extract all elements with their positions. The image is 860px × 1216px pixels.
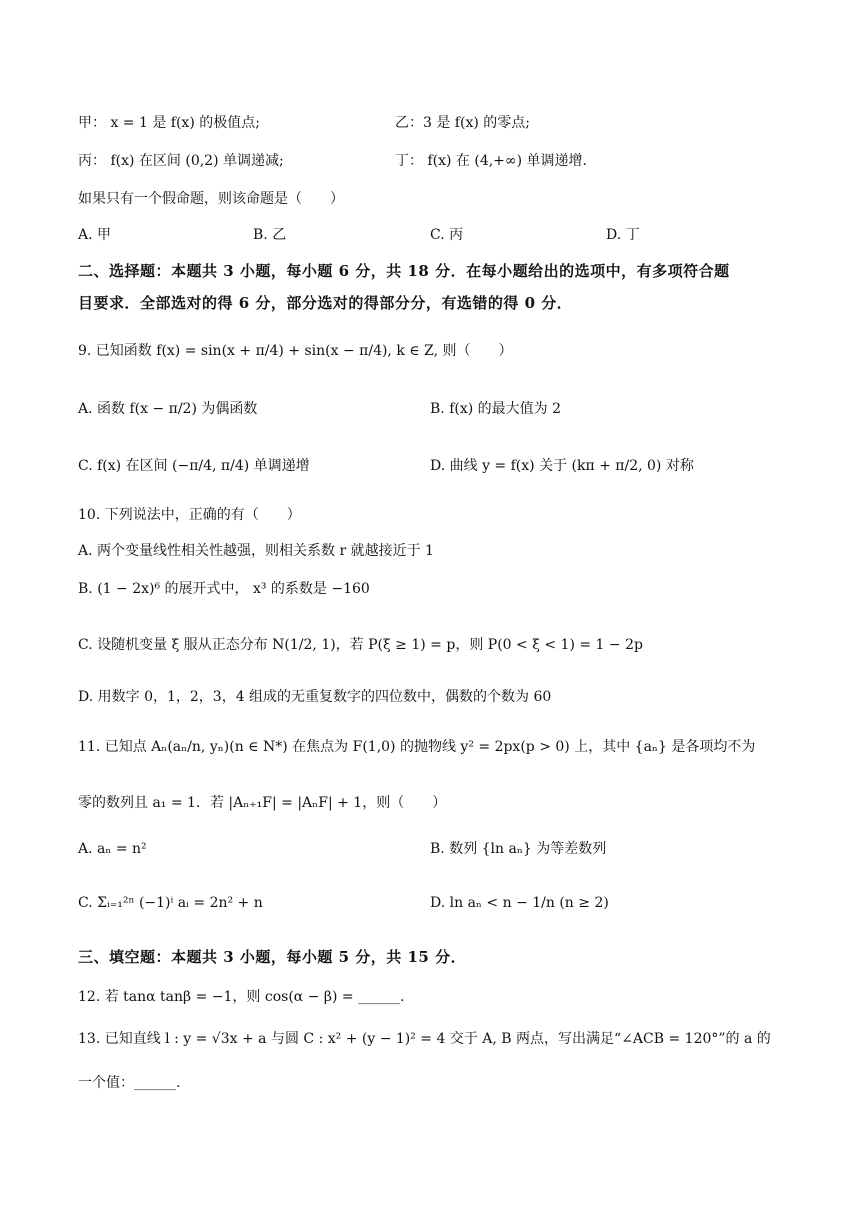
q11-stem-line1: 11. 已知点 Aₙ(aₙ/n, yₙ)(n ∈ N*) 在焦点为 F(1,0) 的抛物线 y² = 2px(p > 0) 上，其中 {aₙ} 是各项均不为 <box>78 739 756 755</box>
q12: 12. 若 tanα tanβ = −1，则 cos(α − β) = ______. <box>78 989 405 1005</box>
statement-bing: 丙： f(x) 在区间 (0,2) 单调递减; <box>78 153 284 169</box>
q10-option-a: A. 两个变量线性相关性越强，则相关系数 r 就越接近于 1 <box>78 543 434 559</box>
section-3-heading: 三、填空题：本题共 3 小题，每小题 5 分，共 15 分． <box>78 948 467 966</box>
q9-option-d: D. 曲线 y = f(x) 关于 (kπ + π/2, 0) 对称 <box>430 458 694 474</box>
statement-ding: 丁： f(x) 在 (4,+∞) 单调递增. <box>395 153 587 169</box>
q10-stem: 10. 下列说法中，正确的有（ ） <box>78 507 301 523</box>
q8-option-b: B. 乙 <box>253 227 287 243</box>
statement-yi: 乙：3 是 f(x) 的零点; <box>395 115 530 131</box>
q8-option-c: C. 丙 <box>430 227 464 243</box>
q11-option-a: A. aₙ = n² <box>78 841 147 857</box>
section-2-heading-line1: 二、选择题：本题共 3 小题，每小题 6 分，共 18 分．在每小题给出的选项中，有多项符合题 <box>78 262 730 280</box>
q11-option-b: B. 数列 {ln aₙ} 为等差数列 <box>430 841 607 857</box>
q10-option-d: D. 用数字 0，1，2，3，4 组成的无重复数字的四位数中，偶数的个数为 60 <box>78 689 552 705</box>
q9-stem-prefix: 9. 已知函数 <box>78 343 152 359</box>
q10-option-b: B. (1 − 2x)⁶ 的展开式中， x³ 的系数是 −160 <box>78 581 370 597</box>
q9-stem-expr: f(x) = sin(x + π/4) + sin(x − π/4), k ∈ Z, 则（ ） <box>156 343 513 359</box>
q9-option-b: B. f(x) 的最大值为 2 <box>430 401 561 417</box>
q13-line1: 13. 已知直线 l : y = √3x + a 与圆 C : x² + (y − 1)² = 4 交于 A, B 两点，写出满足“∠ACB = 120°”的 a 的 <box>78 1031 771 1047</box>
q11-option-d: D. ln aₙ < n − 1/n (n ≥ 2) <box>430 895 609 911</box>
q9-option-a: A. 函数 f(x − π/2) 为偶函数 <box>78 401 258 417</box>
q9-stem <box>78 340 512 362</box>
q8-option-a: A. 甲 <box>78 227 112 243</box>
q9-option-c: C. f(x) 在区间 (−π/4, π/4) 单调递增 <box>78 458 310 474</box>
q13-line2: 一个值：______. <box>78 1075 181 1091</box>
statement-jia: 甲： x = 1 是 f(x) 的极值点; <box>78 115 260 131</box>
q11-stem-line2: 零的数列且 a₁ = 1．若 |Aₙ₊₁F| = |AₙF| + 1，则（ ） <box>78 795 447 811</box>
q11-option-c: C. Σᵢ₌₁²ⁿ (−1)ⁱ aᵢ = 2n² + n <box>78 895 263 911</box>
q8-stem: 如果只有一个假命题，则该命题是（ ） <box>78 191 344 207</box>
section-2-heading-line2: 目要求．全部选对的得 6 分，部分选对的得部分分，有选错的得 0 分． <box>78 294 573 312</box>
q8-option-d: D. 丁 <box>606 227 640 243</box>
q10-option-c: C. 设随机变量 ξ 服从正态分布 N(1/2, 1)，若 P(ξ ≥ 1) = p，则 P(0 < ξ < 1) = 1 − 2p <box>78 637 643 653</box>
